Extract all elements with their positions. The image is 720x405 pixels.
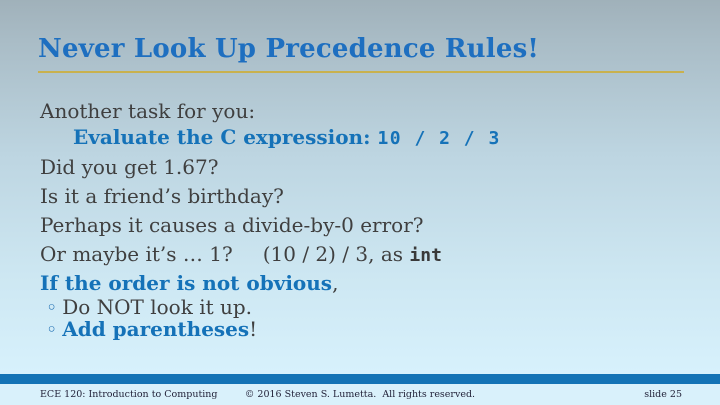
line-another-task [40, 99, 255, 123]
bullet-circle-icon: ◦ [46, 319, 58, 341]
did-you-get-text: Did you get 1.67? [40, 155, 219, 179]
birthday-text: Is it a friend’s birthday? [40, 184, 284, 208]
evaluate-label: Evaluate the C expression: [73, 125, 378, 149]
line-or-maybe [40, 242, 442, 268]
bullet-circle-icon: ◦ [46, 297, 58, 319]
as-int-prefix-text: (10 / 2) / 3, as [262, 242, 410, 266]
footer-accent-bar [0, 374, 720, 384]
divide-by-zero-text: Perhaps it causes a divide-by-0 error? [40, 213, 424, 237]
bullet2-bold-text: Add parentheses [62, 317, 250, 341]
footer-slide-number: slide 25 [644, 389, 682, 400]
title-underline-rule [38, 71, 684, 73]
line-if-order [40, 271, 338, 295]
c-expression-code: 10 / 2 / 3 [377, 128, 501, 149]
bullet-add-parentheses [46, 317, 257, 342]
or-maybe-text: Or maybe it’s … 1? [40, 242, 233, 266]
line-birthday [40, 184, 284, 208]
line-evaluate-expression [73, 125, 501, 151]
bullet2-exclamation: ! [249, 317, 258, 341]
footer [0, 384, 720, 405]
footer-course-label: ECE 120: Introduction to Computing [40, 389, 218, 400]
bullet1-text: Do NOT look it up. [62, 295, 253, 319]
line-did-you-get [40, 155, 218, 179]
another-task-text: Another task for you: [40, 99, 256, 123]
slide-title: Never Look Up Precedence Rules! [38, 34, 540, 64]
if-order-bold-text: If the order is not obvious [40, 271, 333, 295]
footer-copyright: © 2016 Steven S. Lumetta. All rights reserved. [244, 389, 476, 400]
int-keyword-code: int [409, 245, 442, 266]
if-order-comma: , [332, 271, 339, 295]
line-divide-by-zero [40, 213, 424, 237]
